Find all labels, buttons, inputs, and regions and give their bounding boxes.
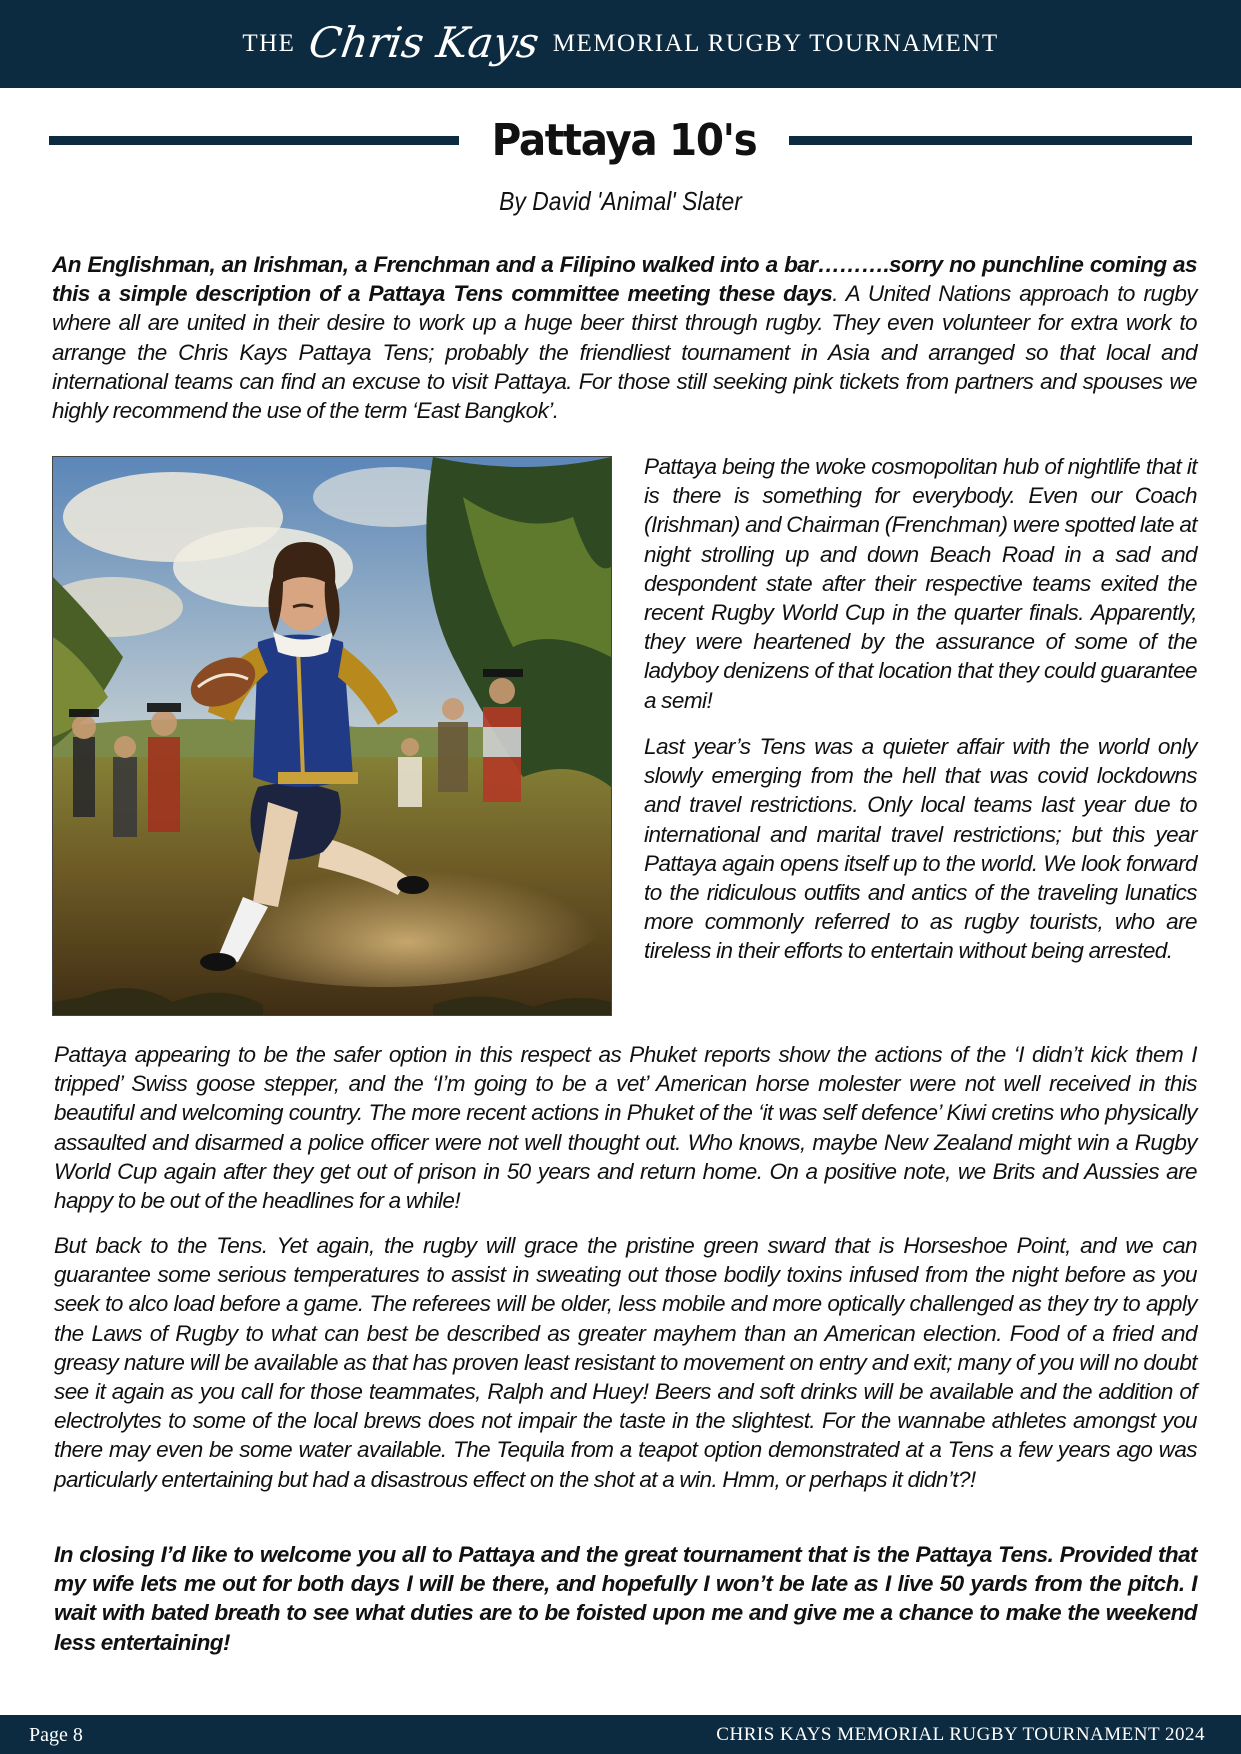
page-footer: [0, 1715, 1241, 1754]
header-suffix: MEMORIAL RUGBY TOURNAMENT: [552, 30, 999, 57]
page-header: [0, 0, 1241, 88]
title-row: [49, 112, 1192, 170]
side-paragraph-1: Pattaya being the woke cosmopolitan hub of nightlife that it is there is something for everybody. Even our Coach (Irishman) and Chairman (Frenchman) were spotted late at night strolling up and down Beach Road in a sad and despondent state after their respective teams exited the recent Rugby World Cup in the quarter finals. Apparently, they were heartened by the assurance of some of the ladyboy denizens of that location that they could guarantee a semi!: [644, 454, 1197, 713]
title-rule-left: [49, 136, 459, 145]
article-title: Pattaya 10's: [491, 115, 757, 166]
intro-lead-bold: An Englishman, an Irishman, a Frenchman and a Filipino walked into a bar……….sorry no punchline coming as this a simple description of a Pattaya Tens committee meeting these days: [52, 252, 1197, 307]
article-byline: By David 'Animal' Slater: [499, 186, 742, 216]
footer-publication-title: CHRIS KAYS MEMORIAL RUGBY TOURNAMENT 2024: [716, 1724, 1205, 1745]
header-script-name: Chris Kays: [306, 17, 543, 67]
intro-paragraph: [52, 250, 1197, 425]
page-number: Page 8: [29, 1724, 83, 1746]
body-paragraph-4: But back to the Tens. Yet again, the rugby will grace the pristine green sward that is Horseshoe Point, and we can guarantee some serious temperatures to assist in sweating out those bodily toxins infused from the night before as you seek to alco load before a game. The referees will be older, less mobile and more optically challenged as they try to apply the Laws of Rugby to what can best be described as greater mayhem than an American election. Food of a fried and greasy nature will be available as that has proven least resistant to movement on entry and exit; many of you will no doubt see it again as you call for those teammates, Ralph and Huey! Beers and soft drinks will be available and the addition of electrolytes to some of the local brews does not impair the taste in the slightest. For the wannabe athletes amongst you there may even be some water available. The Tequila from a teapot option demonstrated at a Tens a few years ago was particularly entertaining but had a disastrous effect on the shot at a win. Hmm, or perhaps it didn’t?!: [54, 1233, 1197, 1492]
rugby-player-painting: [52, 456, 612, 1016]
body-paragraph-3: Pattaya appearing to be the safer option in this respect as Phuket reports show the actions of the ‘I didn’t kick them I tripped’ Swiss goose stepper, and the ‘I’m going to be a vet’ American horse molester were not well received in this beautiful and welcoming country. The more recent actions in Phuket of the ‘it was self defence’ Kiwi cretins who physically assaulted and disarmed a police officer were not well thought out. Who knows, maybe New Zealand might win a Rugby World Cup again after they get out of prison in 50 years and return home. On a positive note, we Brits and Aussies are happy to be out of the headlines for a while!: [54, 1042, 1197, 1214]
intro-rest: . A United Nations approach to rugby where all are united in their desire to work up a huge beer thirst through rugby. They even volunteer for extra work to arrange the Chris Kays Pattaya Tens; probably the friendliest tournament in Asia and arranged so that local and international teams can find an excuse to visit Pattaya. For those still seeking pink tickets from partners and spouses we highly recommend the use of the term ‘East Bangkok’.: [52, 281, 1198, 424]
header-prefix: THE: [242, 30, 296, 57]
closing-paragraph: In closing I’d like to welcome you all to Pattaya and the great tournament that is the Pattaya Tens. Provided that my wife lets me out for both days I will be there, and hopefully I won’t be late as I live 50 yards from the pitch. I wait with bated breath to see what duties are to be foisted upon me and give me a chance to make the weekend less entertaining!: [54, 1542, 1197, 1655]
title-rule-right: [789, 136, 1192, 145]
side-paragraph-2: Last year’s Tens was a quieter affair with the world only slowly emerging from the hell that was covid lockdowns and travel restrictions. Only local teams last year due to international and marital travel restrictions; but this year Pattaya again opens itself up to the world. We look forward to the ridiculous outfits and antics of the traveling lunatics more commonly referred to as rugby tourists, who are tireless in their efforts to entertain without being arrested.: [644, 734, 1197, 964]
